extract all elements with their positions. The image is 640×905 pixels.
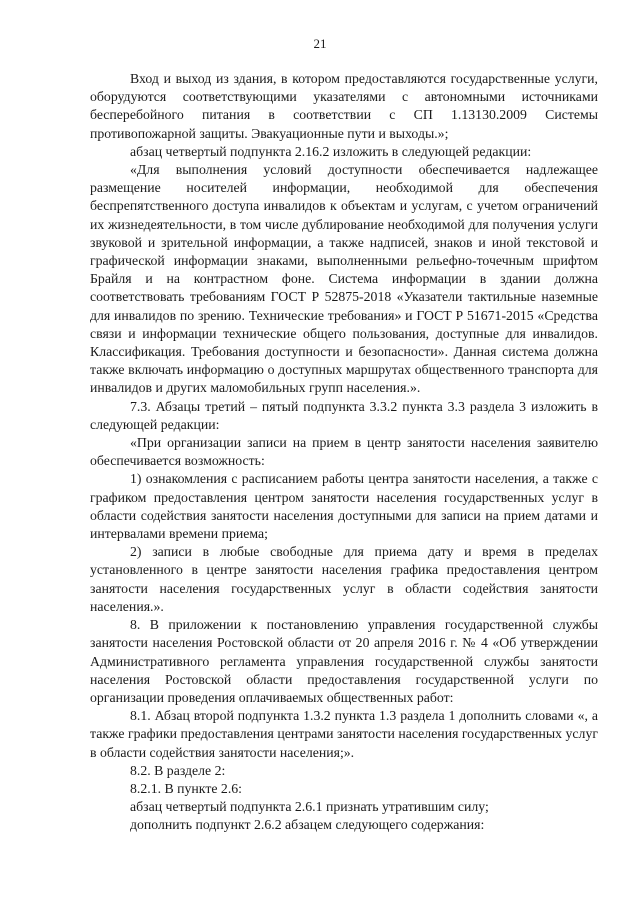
document-body — [90, 70, 598, 835]
paragraph-8-2: 8.2. В разделе 2: — [130, 762, 226, 778]
paragraph-7-3: 7.3. Абзацы третий – пятый подпункта 3.3.2 пункта 3.3 раздела 3 изложить в следующей редакции: — [90, 398, 598, 432]
paragraph-2-6-2: дополнить подпункт 2.6.2 абзацем следующего содержания: — [130, 817, 485, 833]
paragraph-8-1: 8.1. Абзац второй подпункта 1.3.2 пункта 1.3 раздела 1 дополнить словами «, а также графики предоставления центрами занятости населения государственных услуг в области содействия занятости населения;». — [90, 708, 598, 760]
page-number: 21 — [313, 36, 327, 51]
paragraph-accessibility: «Для выполнения условий доступности обеспечивается надлежащее размещение носителей информации, необходимой для обеспечения беспрепятственного доступа инвалидов к объектам и услугам, с учетом ограничений их жизнедеятельности, в том числе дублирование необходимой для получения услуги звуковой и зрительной информации, а также надписей, знаков и иной текстовой и графической информации знаками, выполненными рельефно-точечным шрифтом Брайля и на контрастном фоне. Система информации в здании должна соответствовать требованиям ГОСТ Р 52875-2018 «Указатели тактильные наземные для инвалидов по зрению. Технические требования» и ГОСТ Р 51671-2015 «Средства связи и информации технические общего пользования, доступные для инвалидов. Классификация. Требования доступности и безопасности». Данная система должна также включать информацию о доступных маршрутах общественного транспорта для инвалидов и других маломобильных групп населения.». — [90, 162, 598, 396]
paragraph-8: 8. В приложении к постановлению управления государственной службы занятости населения Ростовской области от 20 апреля 2016 г. № 4 «Об утверждении Административного регламента управления государственной службы занятости населения Ростовской области предоставления государственной услуги по организации проведения оплачиваемых общественных работ: — [90, 617, 598, 705]
paragraph-2-6-1: абзац четвертый подпункта 2.6.1 признать утратившим силу; — [130, 799, 489, 815]
paragraph-entrance-exit: Вход и выход из здания, в котором предоставляются государственные услуги, оборудуются соответствующими указателями с автономными источниками бесперебойного питания в соответствии с СП 1.13130.2009 Системы противопожарной защиты. Эвакуационные пути и выходы.»; — [90, 71, 598, 141]
paragraph-appointment-intro: «При организации записи на прием в центр занятости населения заявителю обеспечивается возможность: — [90, 435, 598, 469]
list-item-2: 2) записи в любые свободные для приема дату и время в пределах установленного в центре занятости населения графика предоставления центром занятости населения государственных услуг в области содействия занятости населения.». — [90, 544, 598, 614]
paragraph-amend-2-16-2: абзац четвертый подпункта 2.16.2 изложить в следующей редакции: — [130, 143, 532, 159]
paragraph-8-2-1: 8.2.1. В пункте 2.6: — [130, 780, 243, 796]
list-item-1: 1) ознакомления с расписанием работы центра занятости населения, а также с графиком предоставления центром занятости населения государственных услуг в области содействия занятости населения доступными для записи на прием датами и интервалами времени приема; — [90, 471, 598, 542]
